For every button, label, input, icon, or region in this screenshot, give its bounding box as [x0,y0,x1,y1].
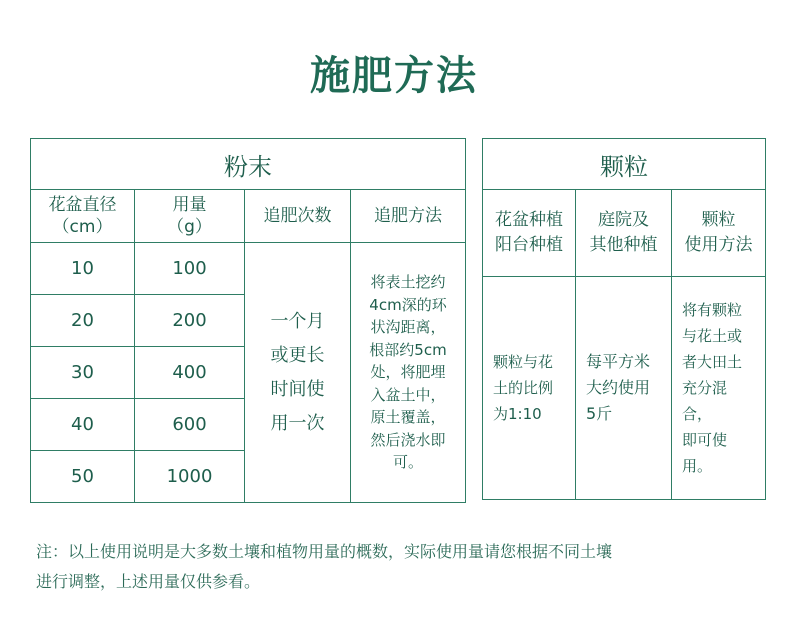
frequency-line: 一个月 [270,310,325,332]
granule-text-line: 每平方米 [586,352,651,371]
footnote-line: 注：以上使用说明是大多数土壤和植物用量的概数，实际使用量请您根据不同土壤 [36,542,613,561]
granule-text-line: 颗粒与花 [493,353,554,371]
header-amount-unit: （g） [167,217,212,237]
method-line: 根部约5cm [369,340,447,359]
method-line: 可。 [392,453,423,472]
header-frequency: 追肥次数 [245,190,351,243]
method-cell [351,243,466,503]
header-line: 花盆种植 [495,210,563,230]
row-diameter: 50 [31,451,135,503]
granule-amount-cell [576,277,672,500]
method-line: 然后浇水即 [370,430,446,449]
powder-table [30,138,466,503]
header-line: 庭院及 [598,210,649,230]
header-pot-diameter-unit: （cm） [52,217,113,237]
granule-text-line: 大约使用 [586,378,651,397]
method-line: 状沟距离， [370,318,446,337]
method-line: 原土覆盖， [370,408,446,427]
row-diameter: 20 [31,295,135,347]
powder-section-label: 粉末 [31,139,466,190]
granule-text-line: 者大田土 [682,353,743,371]
granule-usage-cell [672,277,766,500]
footnote-line: 进行调整，上述用量仅供参看。 [36,572,261,591]
method-line: 入盆土中， [370,385,446,404]
granule-text-line: 充分混合， [682,379,728,423]
header-pot-balcony [483,190,576,277]
header-granule-usage [672,190,766,277]
header-amount-label: 用量 [172,195,207,215]
granule-section-label: 颗粒 [483,139,766,190]
row-amount: 600 [135,399,245,451]
header-line: 使用方法 [684,235,753,255]
header-line: 阳台种植 [495,235,563,255]
row-amount: 400 [135,347,245,399]
granule-table [482,138,766,500]
header-amount [135,190,245,243]
method-line: 处，将肥埋 [370,363,446,382]
granule-text-line: 与花土或 [682,327,743,345]
row-amount: 100 [135,243,245,295]
granule-text-line: 将有颗粒 [682,301,743,319]
row-amount: 1000 [135,451,245,503]
header-line: 颗粒 [701,210,736,230]
frequency-cell [245,243,351,503]
header-garden-other [576,190,672,277]
granule-text-line: 为1:10 [493,405,542,423]
page-title: 施肥方法 [310,53,478,99]
granule-text-line: 5斤 [586,404,613,423]
row-diameter: 30 [31,347,135,399]
granule-text-line: 即可使用。 [682,431,728,475]
granule-ratio-cell [483,277,576,500]
frequency-line: 用一次 [270,412,325,434]
method-line: 将表土挖约 [370,273,446,292]
header-method: 追肥方法 [351,190,466,243]
header-pot-diameter [31,190,135,243]
row-diameter: 10 [31,243,135,295]
frequency-line: 或更长 [270,344,325,366]
footnote [36,537,766,597]
method-line: 4cm深的环 [369,295,447,314]
granule-text-line: 土的比例 [493,379,554,397]
header-line: 其他种植 [589,235,658,255]
row-diameter: 40 [31,399,135,451]
row-amount: 200 [135,295,245,347]
header-pot-diameter-label: 花盆直径 [48,195,117,215]
frequency-line: 时间使 [270,378,325,400]
